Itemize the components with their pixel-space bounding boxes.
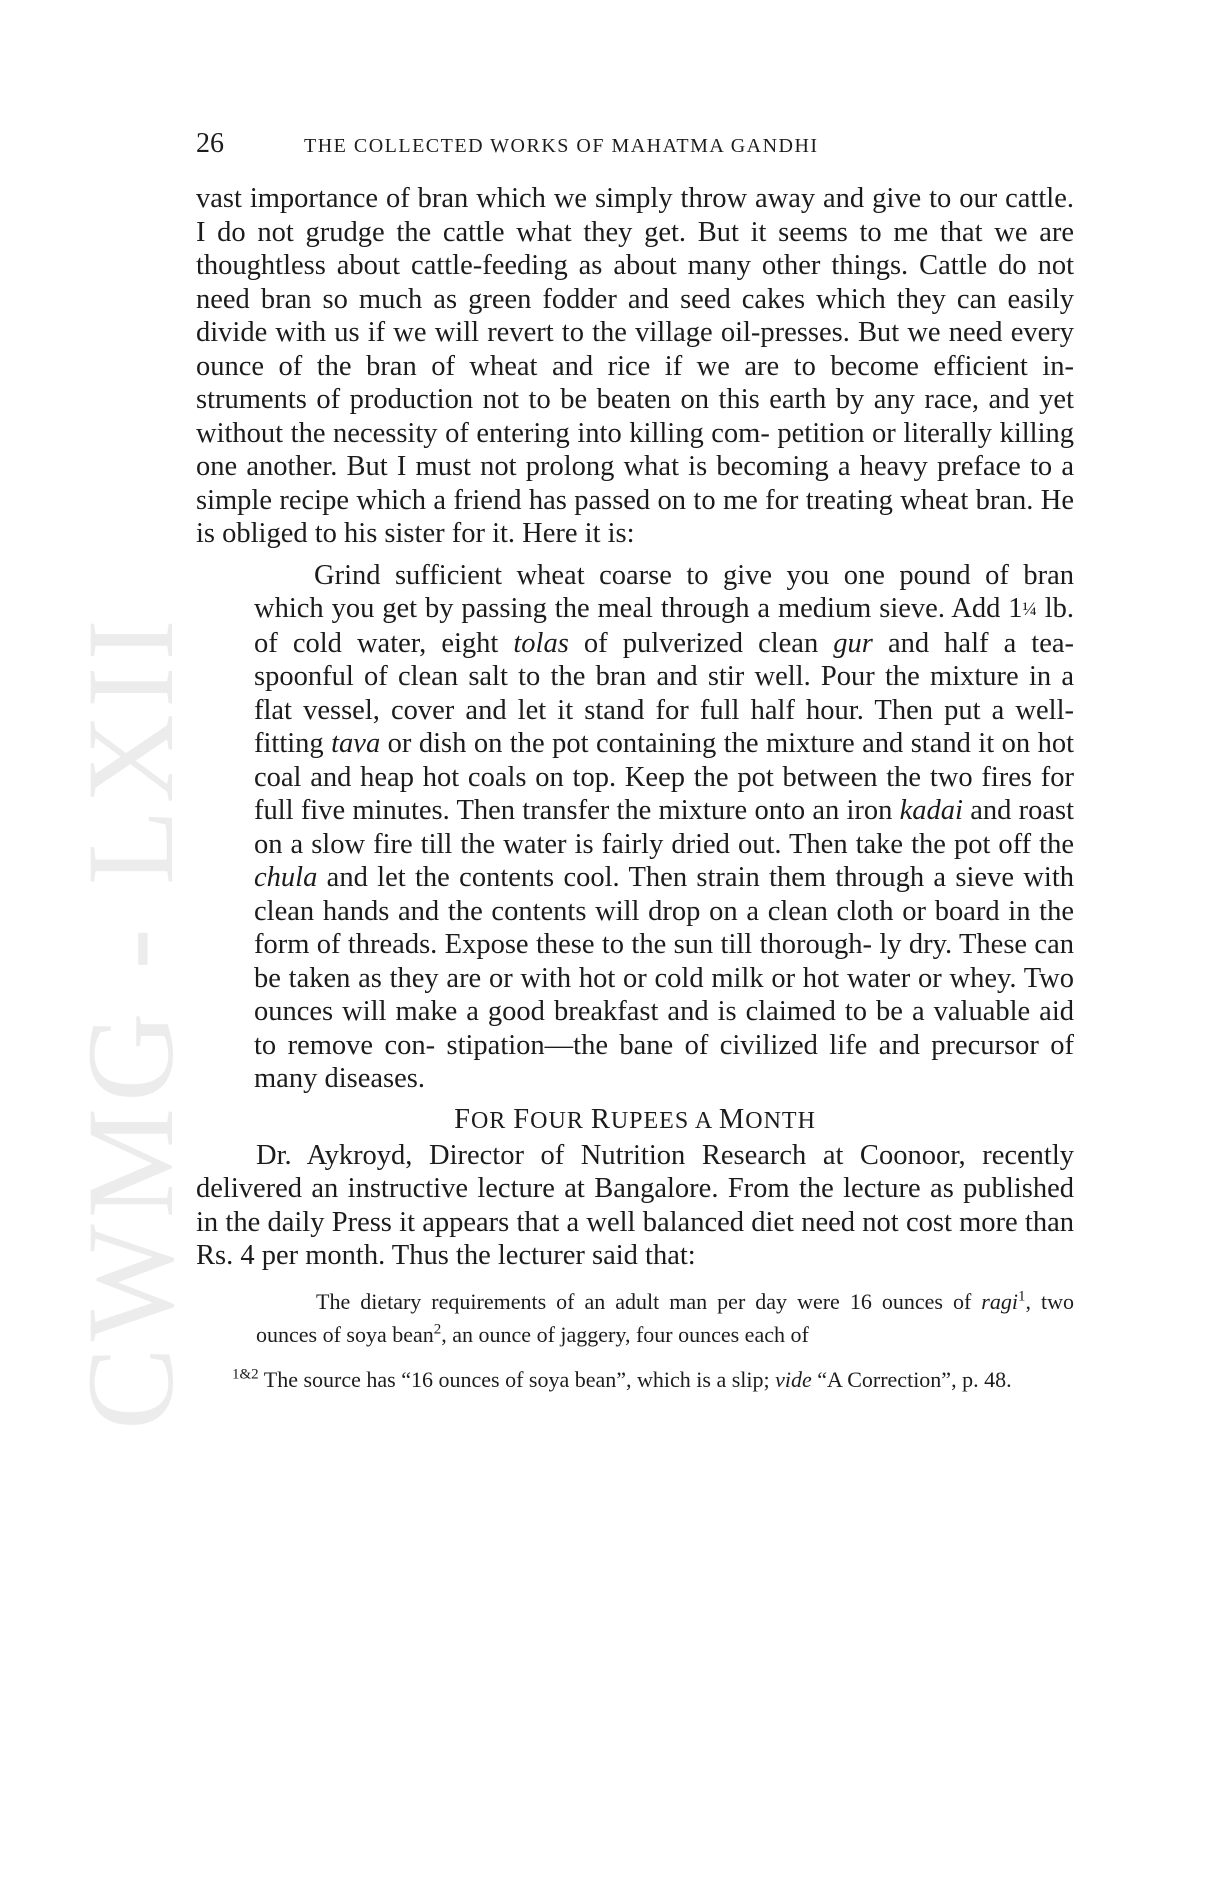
footnote: $^{1\&2}$ The source has “16 ounces of soya bean”, which is a slip; vide “A Correction”, p. 48. bbox=[232, 1366, 1012, 1392]
page-content bbox=[196, 128, 1074, 1394]
term-tava: tava bbox=[331, 728, 381, 759]
section-heading: FOR FOUR RUPEES A MONTH bbox=[454, 1103, 816, 1135]
page-header bbox=[196, 128, 1074, 168]
watermark-text: CWMG - LXII bbox=[62, 613, 199, 1430]
term-ragi: ragi bbox=[981, 1288, 1018, 1314]
term-chula: chula bbox=[254, 862, 318, 893]
term-kadai: kadai bbox=[899, 795, 963, 826]
footnote-ref-1: 1 bbox=[1017, 1288, 1026, 1305]
term-gur: gur bbox=[833, 627, 873, 659]
footnote-ref-2: 2 bbox=[433, 1321, 442, 1338]
paragraph-lecture: Dr. Aykroyd, Director of Nutrition Research at Coonoor, recently delivered an instructive lecture at Bangalore. From the lecture as published in the daily Press it appears that a well balanced diet need not cost more than Rs. 4 per month. Thus the lecturer said that: bbox=[196, 1139, 1074, 1271]
paragraph-intro: vast importance of bran which we simply throw away and give to our cattle. I do not grudge the cattle what they get. But it seems to me that we are thoughtless about cattle-feeding as about many other things. Cattle do not need bran so much as green fodder and seed cakes which they can easily divide with us if we will revert to the village oil-presses. But we need every ounce of the bran of wheat and rice if we are to become efficient in- struments of production not to be beaten on this earth by any race, and yet without the necessity of entering into killing com- petition or literally killing one another. But I must not prolong what is becoming a heavy preface to a simple recipe which a friend has passed on to me for treating wheat bran. He is obliged to his sister for it. Here it is: bbox=[196, 183, 1074, 549]
term-tolas: tolas bbox=[513, 627, 569, 659]
recipe-block: Grind sufficient wheat coarse to give you one pound of bran which you get by passing the meal through a medium sieve. Add 1¼ lb. of cold water, eight tolas of pulverized clean gur and half a tea-spoonful of clean salt to the bran and stir well. Pour the mixture in a flat vessel, cover and let it stand for full half hour. Then put a well-fitting tava or dish on the pot containing the mixture and stand it on hot coal and heap hot coals on top. Keep the pot between the two fires for full five minutes. Then transfer the mixture onto an iron kadai and roast on a slow fire till the water is fairly dried out. Then take the pot off the chula and let the contents cool. Then strain them through a sieve with clean hands and the contents will drop on a clean cloth or board in the form of threads. Expose these to the sun till thorough- ly dry. These can be taken as they are or with hot or cold milk or hot water or whey. Two ounces will make a good breakfast and is claimed to be a valuable aid to remove con- stipation—the bane of civilized life and precursor of many diseases. bbox=[254, 559, 1075, 1094]
footnote-marker: 1&2 bbox=[232, 1366, 259, 1383]
block-quote: The dietary requirements of an adult man per day were 16 ounces of ragi$^1$, two ounces of soya bean$^2$, an ounce of jaggery, four ounces each of bbox=[256, 1288, 1074, 1347]
running-title: THE COLLECTED WORKS OF MAHATMA GANDHI bbox=[304, 135, 819, 157]
page-number: 26 bbox=[196, 128, 224, 159]
fraction: ¼ bbox=[1022, 599, 1037, 620]
term-vide: vide bbox=[775, 1366, 812, 1392]
